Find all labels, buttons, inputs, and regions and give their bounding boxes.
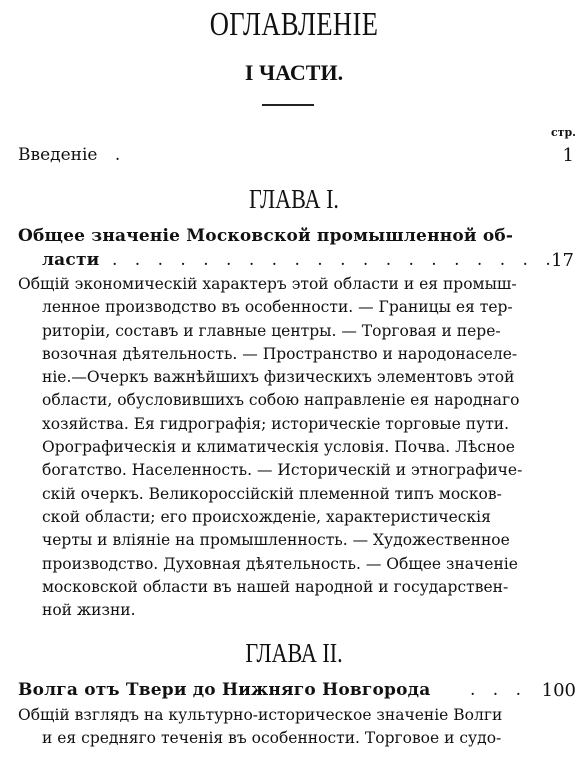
summary-line: возочная дѣятельность. — Пространство и народонаселе- (42, 344, 518, 363)
intro-entry (18, 145, 120, 165)
summary-line: черты и вліяніе на промышленность. — Художественное (42, 531, 510, 550)
page-subtitle: I ЧАСТИ. (244, 60, 344, 85)
summary-line: ленное производство въ особенности. — Границы ея тер- (42, 298, 513, 317)
chapter-2-leader: . . . (470, 680, 528, 700)
chapter-1-heading: ГЛАВА I. (249, 184, 339, 214)
summary-line: богатство. Населенность. — Историческій и этнографиче- (42, 461, 523, 480)
chapter-1-leader: . . . . . . . . . . . . . . . . . . . . (112, 250, 557, 270)
chapter-2-section-title: Волга отъ Твери до Нижняго Новгорода (18, 680, 431, 700)
chapter-1-summary (18, 273, 538, 622)
summary-line: Общій взглядъ на культурно-историческое значеніе Волги (18, 706, 503, 724)
intro-leader: . (114, 145, 121, 165)
summary-line: риторіи, составъ и главные центры. — Торговая и пере- (42, 321, 501, 340)
summary-line: Общій экономическій характеръ этой области и ея промыш- (18, 275, 517, 293)
summary-line: московской области въ нашей народной и государствен- (42, 577, 509, 596)
summary-line: ной жизни. (42, 601, 136, 620)
summary-line: производство. Духовная дѣятельность. — Общее значеніе (42, 554, 518, 573)
chapter-1-section-title: Общее значеніе Московской промышленной об- (18, 226, 514, 246)
summary-line: скій очеркъ. Великороссійскій племенной типъ москов- (42, 484, 502, 503)
chapter-1-section-title-cont: ласти (42, 250, 100, 270)
summary-line: ской области; его происхожденіе, характеристическія (42, 507, 491, 526)
chapter-1-page-number: 17 (551, 250, 574, 271)
summary-line: и ея средняго теченія въ особенности. Торговое и судо- (42, 729, 502, 748)
chapter-2-heading: ГЛАВА II. (245, 638, 343, 668)
page-title: ОГЛАВЛЕНІЕ (209, 6, 379, 43)
title-divider (262, 104, 314, 106)
chapter-2-page-number: 100 (541, 680, 576, 701)
chapter-2-summary (18, 704, 538, 751)
summary-line: Орографическія и климатическія условія. Почва. Лѣсное (42, 438, 515, 457)
intro-page-number: 1 (562, 145, 574, 166)
summary-line: ніе.—Очеркъ важнѣйшихъ физическихъ элементовъ этой (42, 368, 515, 387)
summary-line: области, обусловившихъ собою направленіе ея народнаго (42, 391, 520, 410)
summary-line: хозяйства. Ея гидрографія; историческіе торговые пути. (42, 414, 510, 433)
intro-label: Введеніе (18, 145, 98, 165)
page-column-label: стр. (550, 126, 576, 139)
